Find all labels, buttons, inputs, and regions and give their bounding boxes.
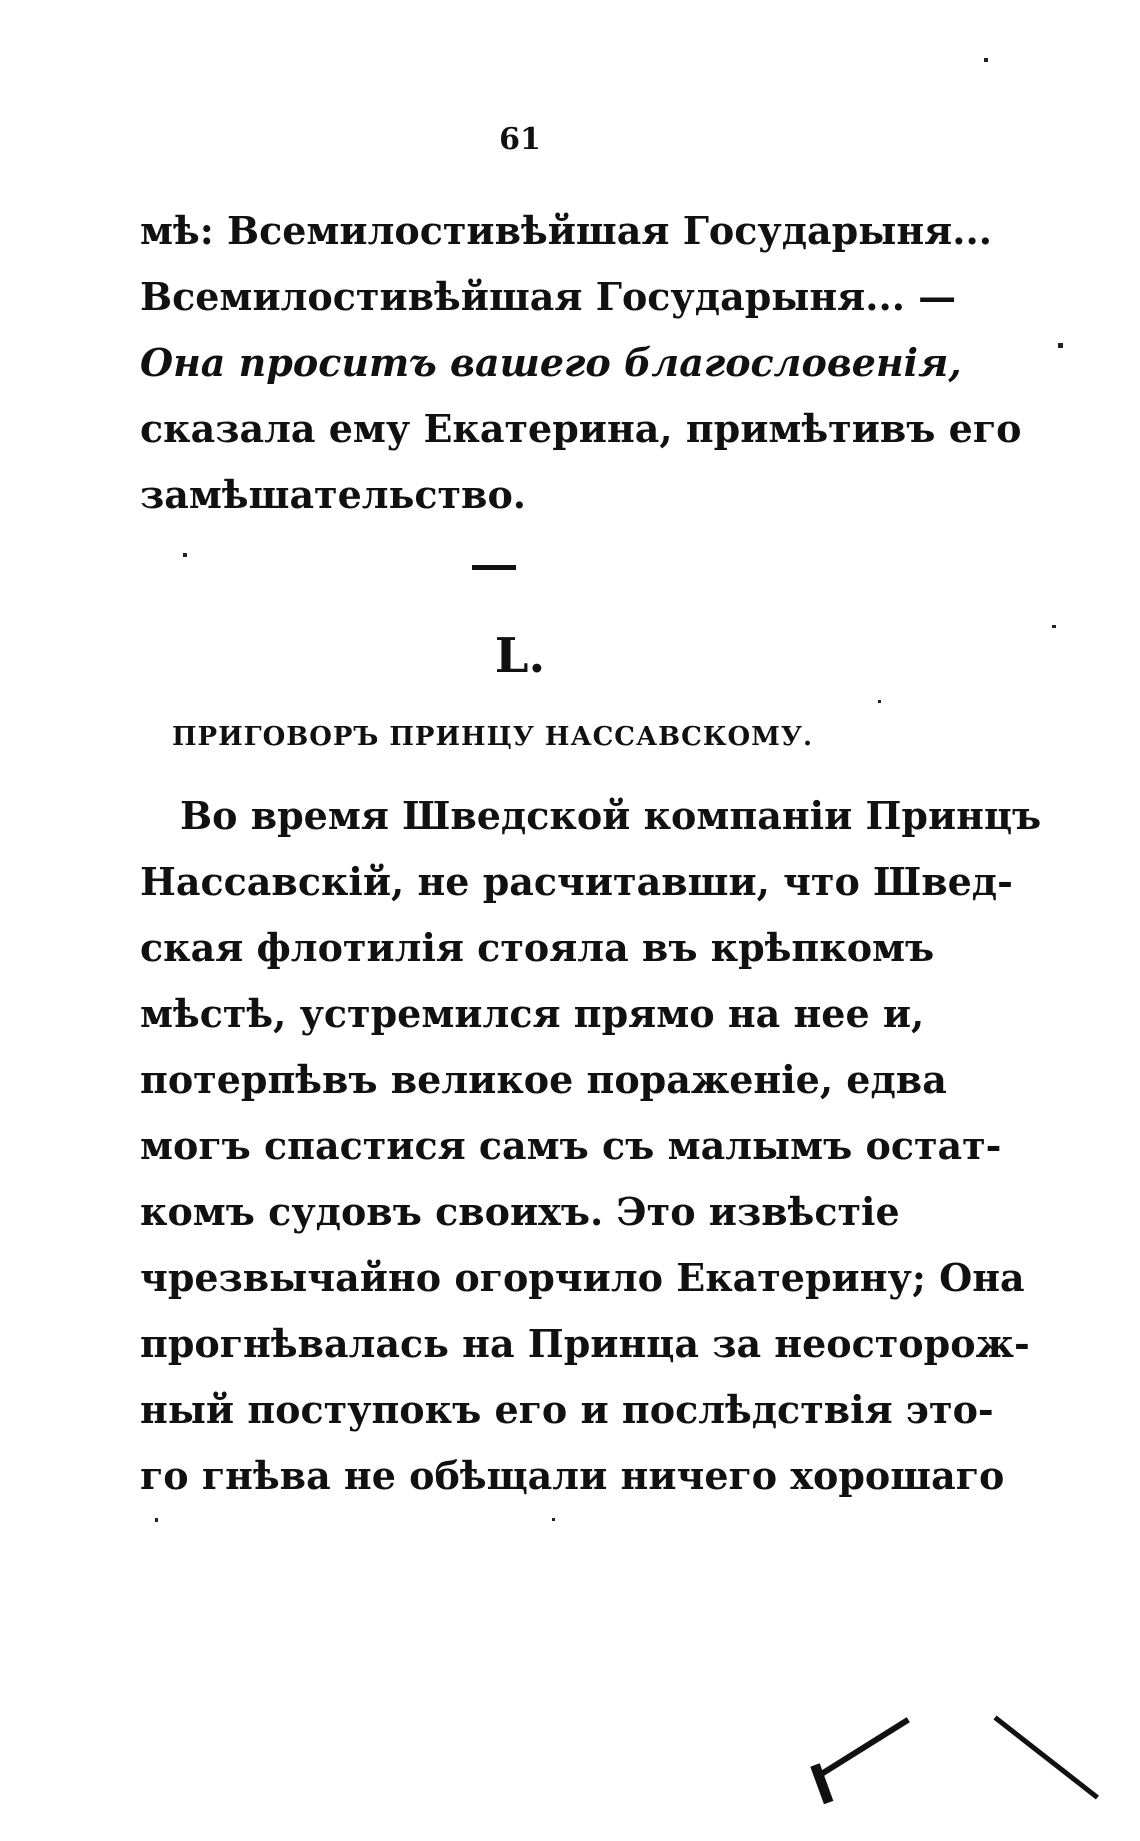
section-numeral: L. — [494, 628, 546, 684]
text-line: Всемилостивѣйшая Государыня... — — [140, 274, 957, 319]
scan-speck — [183, 553, 187, 557]
text-line: замѣшательство. — [140, 472, 527, 517]
top-paragraph — [140, 198, 1022, 528]
scan-speck — [1052, 625, 1056, 628]
body-paragraph — [140, 783, 1042, 1509]
scan-speck — [552, 1518, 555, 1521]
text-line: потерпѣвъ великое пораженіе, едва — [140, 1057, 947, 1102]
text-line: сказала ему Екатерина, примѣтивъ его — [140, 406, 1022, 451]
text-line: комъ судовъ своихъ. Это извѣстіе — [140, 1189, 900, 1234]
text-line: чрезвычайно огорчило Екатерину; Она — [140, 1255, 1025, 1300]
page-number: 61 — [499, 122, 541, 157]
scan-speck — [878, 700, 881, 703]
text-line: мѣ: Всемилостивѣйшая Государыня... — [140, 208, 992, 253]
text-line-italic: Она проситъ вашего благословенія, — [140, 340, 962, 385]
text-line: ская флотилія стояла въ крѣпкомъ — [140, 925, 935, 970]
scan-speck — [155, 1518, 158, 1522]
text-line: Нассавскій, не расчитавши, что Швед- — [140, 859, 1013, 904]
text-line: могъ спастися самъ съ малымъ остат- — [140, 1123, 1002, 1168]
ink-stroke — [813, 1717, 909, 1780]
scan-speck — [984, 58, 988, 62]
text-line: Во время Шведской компаніи Принцъ — [180, 793, 1042, 838]
text-line: мѣстѣ, устремился прямо на нее и, — [140, 991, 925, 1036]
text-line: го гнѣва не обѣщали ничего хорошаго — [140, 1453, 1005, 1498]
ink-stroke — [993, 1716, 1099, 1800]
section-separator — [472, 565, 516, 570]
scan-speck — [1058, 343, 1063, 348]
text-line: ный поступокъ его и послѣдствія это- — [140, 1387, 994, 1432]
text-line: прогнѣвалась на Принца за неосторож- — [140, 1321, 1030, 1366]
section-title: ПРИГОВОРЪ ПРИНЦУ НАССАВСКОМУ. — [172, 722, 814, 752]
